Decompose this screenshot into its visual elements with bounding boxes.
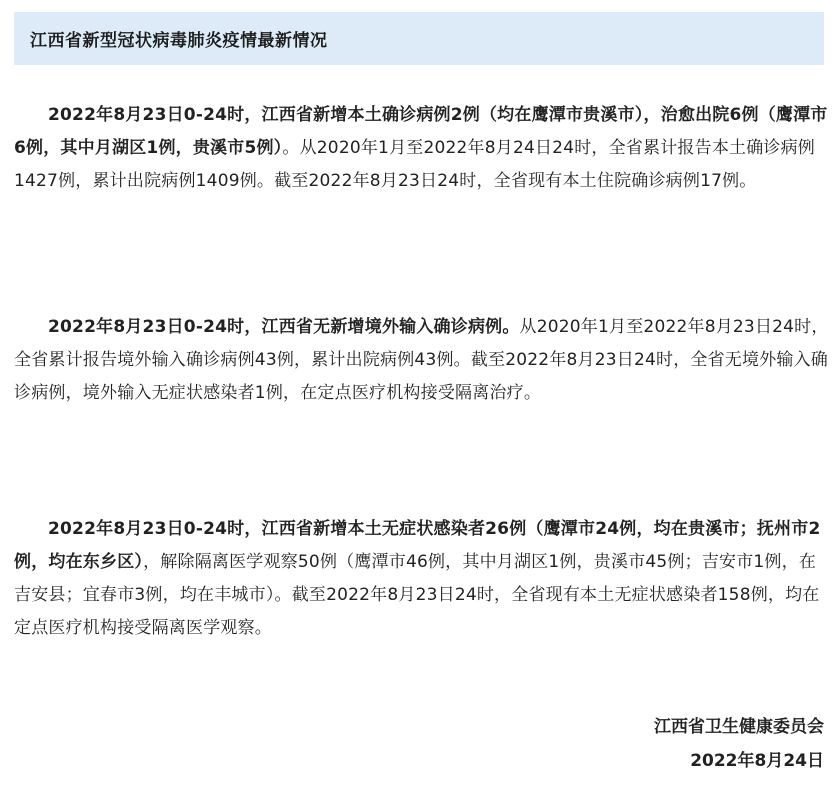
paragraph-highlight: 2022年8月23日0-24时，江西省新增本土无症状感染者26例（鹰潭市24例，均在贵溪市；抚州市2例，均在东乡区） [14,519,821,572]
paragraph-asymptomatic [14,513,832,645]
signature-date: 2022年8月24日 [690,751,824,771]
paragraph-local-confirmed [14,99,832,198]
page-title: 江西省新型冠状病毒肺炎疫情最新情况 [30,31,328,51]
paragraph-imported-confirmed [14,311,832,410]
paragraph-body: 从2020年1月至2022年8月23日24时，全省累计报告境外输入确诊病例43例，累计出院病例43例。截至2022年8月23日24时，全省无境外输入确诊病例，境外输入无症状感染者1例，在定点医疗机构接受隔离治疗。 [14,317,829,403]
paragraph-highlight: 2022年8月23日0-24时，江西省新增本土确诊病例2例（均在鹰潭市贵溪市），治愈出院6例（鹰潭市6例，其中月湖区1例，贵溪市5例） [14,105,828,158]
paragraph-highlight: 2022年8月23日0-24时，江西省无新增境外输入确诊病例。 [48,317,520,337]
paragraph-body: ，解除隔离医学观察50例（鹰潭市46例，其中月湖区1例，贵溪市45例；吉安市1例，在吉安县；宜春市3例，均在丰城市）。截至2022年8月23日24时，全省现有本土无症状感染者158例，均在定点医疗机构接受隔离医学观察。 [14,552,820,638]
title-bar [14,12,824,65]
signature-organization: 江西省卫生健康委员会 [654,717,824,737]
paragraph-body: 。从2020年1月至2022年8月24日24时，全省累计报告本土确诊病例1427例，累计出院病例1409例。截至2022年8月23日24时，全省现有本土住院确诊病例17例。 [14,138,816,191]
